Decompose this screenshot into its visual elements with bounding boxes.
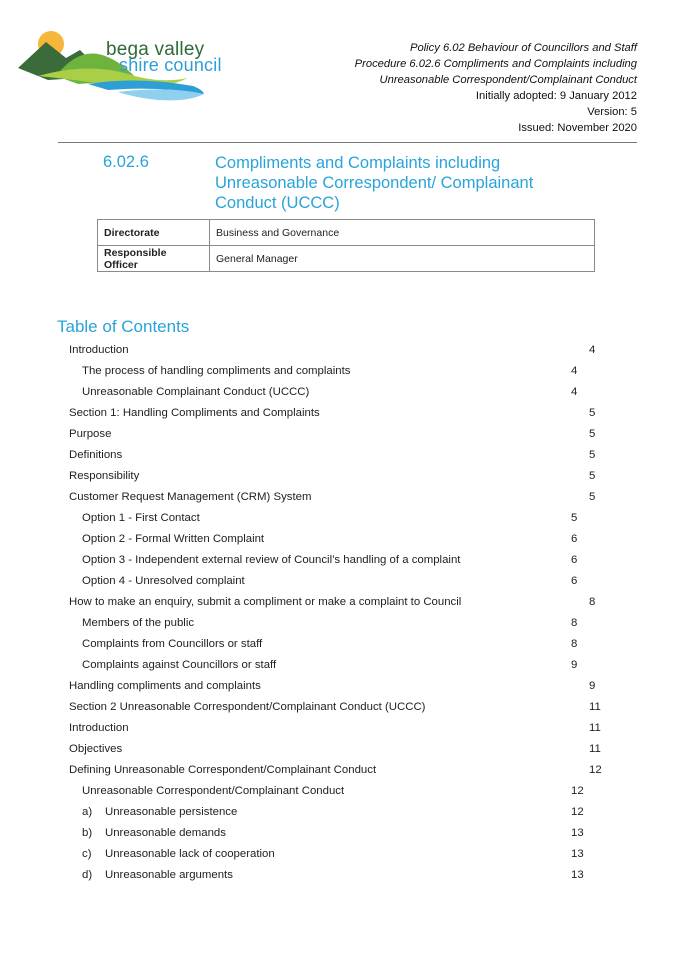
- toc-entry-page: 13: [571, 869, 584, 881]
- toc-entry-label[interactable]: Section 2 Unreasonable Correspondent/Complainant Conduct (UCCC): [69, 701, 426, 713]
- section-title: Compliments and Complaints including Unreasonable Correspondent/ Complainant Conduct (UCCC): [215, 154, 534, 212]
- toc-entry-page: 6: [571, 575, 578, 587]
- toc-entry-page: 9: [571, 659, 578, 671]
- toc-entry-label[interactable]: Complaints from Councillors or staff: [82, 638, 263, 650]
- table-of-contents: [0, 340, 675, 886]
- toc-entry[interactable]: [0, 424, 675, 445]
- toc-entry-label[interactable]: The process of handling compliments and complaints: [82, 365, 351, 377]
- toc-entry-page: 11: [589, 743, 601, 755]
- toc-entry-page: 4: [571, 386, 578, 398]
- toc-entry-label[interactable]: Option 3 - Independent external review of Council’s handling of a complaint: [82, 554, 461, 566]
- toc-entry[interactable]: [0, 340, 675, 361]
- toc-entry-page: 8: [589, 596, 596, 608]
- toc-entry[interactable]: [0, 697, 675, 718]
- toc-entry-label[interactable]: Introduction: [69, 344, 129, 356]
- toc-entry-page: 5: [589, 407, 596, 419]
- toc-entry[interactable]: [0, 403, 675, 424]
- toc-entry[interactable]: [0, 802, 675, 823]
- toc-entry-label[interactable]: Unreasonable persistence: [105, 806, 238, 818]
- header-version: Version: 5: [587, 106, 637, 118]
- toc-entry-letter: a): [82, 806, 93, 818]
- info-table: [97, 219, 595, 272]
- toc-entry-page: 5: [589, 428, 596, 440]
- toc-entry[interactable]: [0, 676, 675, 697]
- toc-entry[interactable]: [0, 550, 675, 571]
- toc-entry[interactable]: [0, 781, 675, 802]
- toc-entry-label[interactable]: Responsibility: [69, 470, 140, 482]
- toc-entry[interactable]: [0, 718, 675, 739]
- toc-entry[interactable]: [0, 823, 675, 844]
- toc-entry[interactable]: [0, 865, 675, 886]
- toc-entry-label[interactable]: Unreasonable arguments: [105, 869, 233, 881]
- header-issued: Issued: November 2020: [518, 122, 637, 134]
- toc-entry-label[interactable]: Unreasonable lack of cooperation: [105, 848, 275, 860]
- toc-entry-label[interactable]: Unreasonable demands: [105, 827, 226, 839]
- toc-entry-page: 5: [589, 491, 596, 503]
- document-header: [355, 40, 637, 136]
- info-key: Responsible Officer: [98, 246, 210, 272]
- header-procedure: Procedure 6.02.6 Compliments and Complaints including: [354, 58, 637, 70]
- toc-entry-label[interactable]: Option 2 - Formal Written Complaint: [82, 533, 265, 545]
- toc-entry-label[interactable]: Option 1 - First Contact: [82, 512, 200, 524]
- toc-entry-label[interactable]: Section 1: Handling Compliments and Complaints: [69, 407, 320, 419]
- logo-text-line2: shire council: [119, 55, 222, 75]
- toc-entry[interactable]: [0, 760, 675, 781]
- toc-entry-label[interactable]: Unreasonable Correspondent/Complainant Conduct: [82, 785, 345, 797]
- toc-entry-letter: d): [82, 869, 93, 881]
- toc-entry-page: 9: [589, 680, 596, 692]
- toc-entry-page: 13: [571, 827, 584, 839]
- toc-entry-page: 11: [589, 701, 601, 713]
- toc-entry-label[interactable]: Handling compliments and complaints: [69, 680, 261, 692]
- toc-entry-label[interactable]: Unreasonable Complainant Conduct (UCCC): [82, 386, 310, 398]
- header-divider: [58, 142, 637, 143]
- toc-entry-letter: b): [82, 827, 93, 839]
- toc-entry-label[interactable]: Purpose: [69, 428, 112, 440]
- toc-entry-page: 4: [571, 365, 578, 377]
- toc-entry-page: 11: [589, 722, 601, 734]
- toc-entry-page: 5: [589, 449, 596, 461]
- toc-entry-label[interactable]: Definitions: [69, 449, 123, 461]
- header-procedure-cont: Unreasonable Correspondent/Complainant Conduct: [379, 74, 637, 86]
- toc-entry-label[interactable]: Objectives: [69, 743, 123, 755]
- toc-entry-letter: c): [82, 848, 92, 860]
- toc-entry[interactable]: [0, 487, 675, 508]
- toc-entry-page: 4: [589, 344, 596, 356]
- toc-entry-page: 8: [571, 617, 578, 629]
- toc-entry-page: 12: [571, 806, 584, 818]
- toc-entry-label[interactable]: Members of the public: [82, 617, 195, 629]
- toc-title: Table of Contents: [57, 317, 190, 336]
- toc-entry[interactable]: [0, 634, 675, 655]
- toc-entry-page: 12: [589, 764, 602, 776]
- toc-entry-page: 8: [571, 638, 578, 650]
- info-key: Directorate: [98, 220, 210, 246]
- toc-entry[interactable]: [0, 613, 675, 634]
- toc-entry-label[interactable]: Defining Unreasonable Correspondent/Complainant Conduct: [69, 764, 377, 776]
- toc-entry[interactable]: [0, 466, 675, 487]
- toc-entry[interactable]: [0, 508, 675, 529]
- toc-entry-label[interactable]: Introduction: [69, 722, 129, 734]
- toc-entry[interactable]: [0, 592, 675, 613]
- toc-entry-label[interactable]: Customer Request Management (CRM) System: [69, 491, 312, 503]
- header-adopted: Initially adopted: 9 January 2012: [475, 90, 637, 102]
- toc-entry-label[interactable]: How to make an enquiry, submit a compliment or make a complaint to Council: [69, 596, 462, 608]
- toc-entry-page: 6: [571, 533, 578, 545]
- toc-entry[interactable]: [0, 739, 675, 760]
- toc-entry-page: 13: [571, 848, 584, 860]
- toc-entry-label[interactable]: Option 4 - Unresolved complaint: [82, 575, 245, 587]
- info-row-officer: [98, 246, 595, 272]
- section-number: 6.02.6: [103, 153, 149, 171]
- logo-text-line1: bega valley: [106, 39, 205, 60]
- header-policy: Policy 6.02 Behaviour of Councillors and Staff: [410, 42, 637, 54]
- toc-entry-page: 5: [589, 470, 596, 482]
- toc-entry-label[interactable]: Complaints against Councillors or staff: [82, 659, 277, 671]
- toc-entry[interactable]: [0, 844, 675, 865]
- toc-entry-page: 12: [571, 785, 584, 797]
- toc-entry[interactable]: [0, 655, 675, 676]
- toc-entry-page: 6: [571, 554, 578, 566]
- info-row-directorate: [98, 220, 595, 246]
- toc-entry[interactable]: [0, 571, 675, 592]
- toc-entry[interactable]: [0, 445, 675, 466]
- toc-entry[interactable]: [0, 529, 675, 550]
- info-value: General Manager: [210, 246, 595, 272]
- toc-entry[interactable]: [0, 382, 675, 403]
- info-value: Business and Governance: [210, 220, 595, 246]
- toc-entry[interactable]: [0, 361, 675, 382]
- toc-entry-page: 5: [571, 512, 578, 524]
